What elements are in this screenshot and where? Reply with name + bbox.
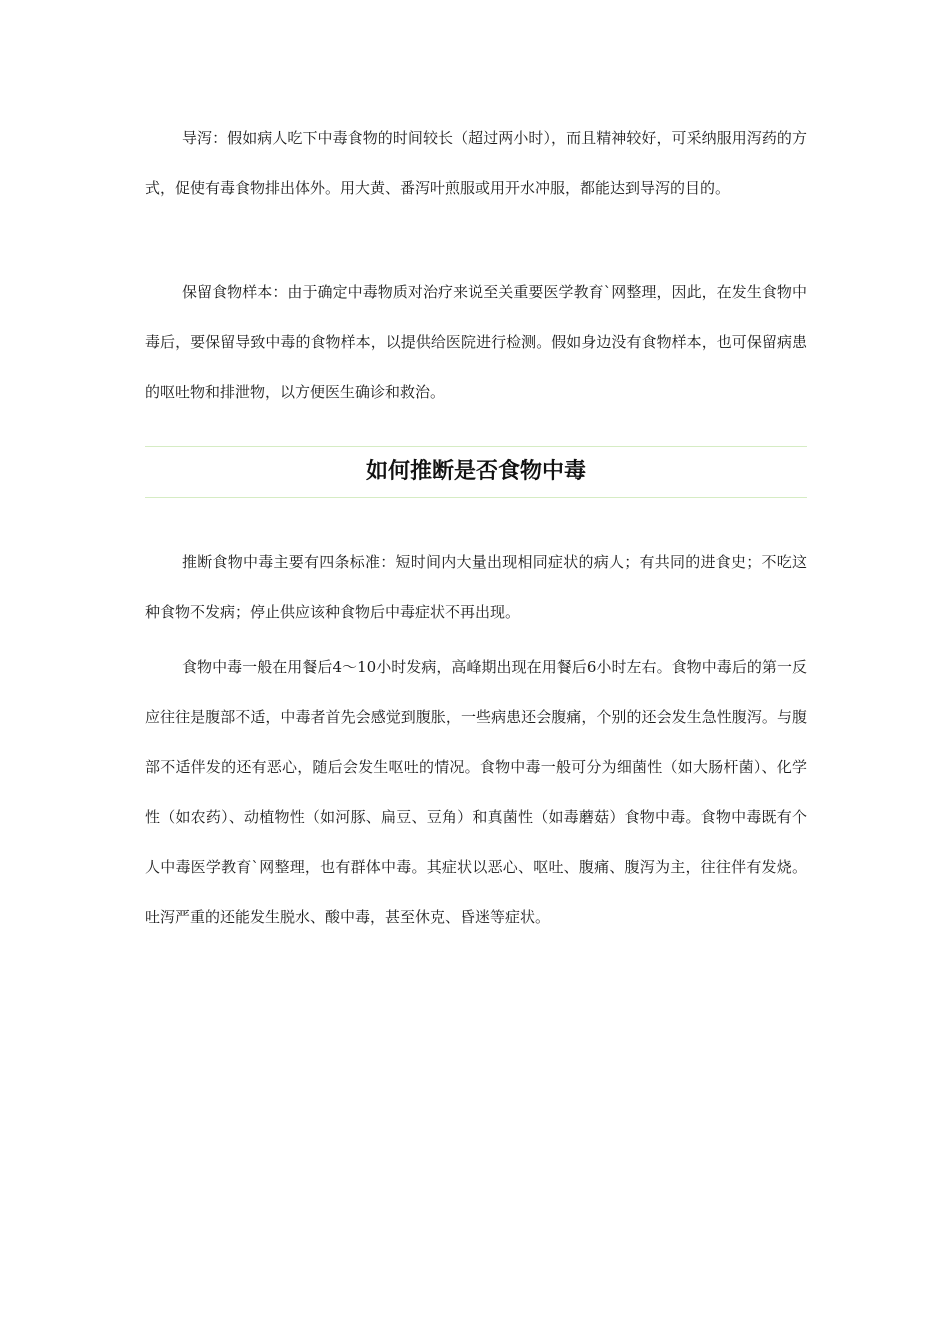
paragraph-criteria: 推断食物中毒主要有四条标准：短时间内大量出现相同症状的病人；有共同的进食史；不吃这种食物不发病；停止供应该种食物后中毒症状不再出现。 [145,553,807,621]
paragraph-symptoms: 食物中毒一般在用餐后4～10小时发病，高峰期出现在用餐后6小时左右。食物中毒后的第一反应往往是腹部不适，中毒者首先会感觉到腹胀，一些病患还会腹痛，个别的还会发生急性腹泻。与腹部不适伴发的还有恶心，随后会发生呕吐的情况。食物中毒一般可分为细菌性（如大肠杆菌）、化学性（如农药）、动植物性（如河豚、扁豆、豆角）和真菌性（如毒蘑菇）食物中毒。食物中毒既有个人中毒医学教育`网整理，也有群体中毒。其症状以恶心、呕吐、腹痛、腹泻为主，往往伴有发烧。吐泻严重的还能发生脱水、酸中毒，甚至休克、昏迷等症状。 [145,658,807,926]
paragraph-purge: 导泻：假如病人吃下中毒食物的时间较长（超过两小时），而且精神较好，可采纳服用泻药的方式，促使有毒食物排出体外。用大黄、番泻叶煎服或用开水冲服，都能达到导泻的目的。 [145,129,807,197]
section-heading: 如何推断是否食物中毒 [365,459,586,484]
paragraph-keep-sample: 保留食物样本：由于确定中毒物质对治疗来说至关重要医学教育`网整理，因此，在发生食物中毒后，要保留导致中毒的食物样本，以提供给医院进行检测。假如身边没有食物样本，也可保留病患的呕吐物和排泄物，以方便医生确诊和救治。 [145,283,807,401]
section-heading-block [145,446,807,498]
